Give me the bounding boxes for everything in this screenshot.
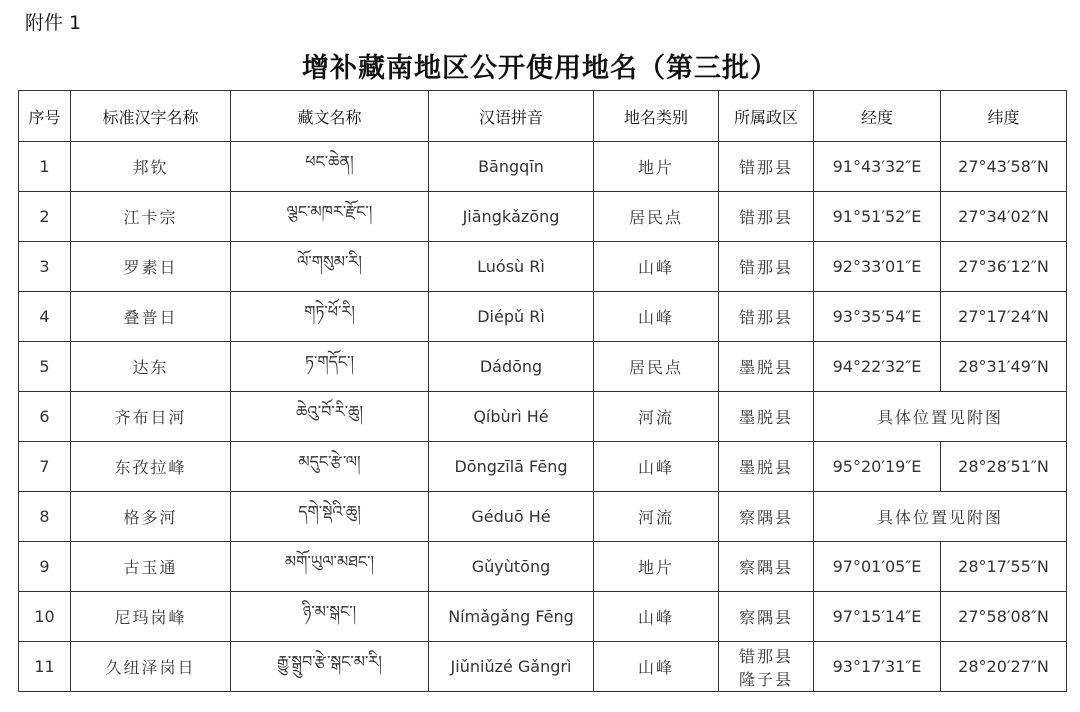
serial-number: 9 [19,542,71,592]
latitude: 27°17′24″N [941,292,1067,342]
place-type: 山峰 [594,242,719,292]
latitude: 28°31′49″N [941,342,1067,392]
header-chinese-name: 标准汉字名称 [71,91,231,142]
tibetan-name: ཏ་གདོང་། [231,342,429,392]
region: 墨脱县 [719,392,814,442]
tibetan-name: ཆེའུ་བོ་རི་ཆུ། [231,392,429,442]
pinyin: Diépǔ Rì [429,292,594,342]
region [719,642,814,692]
pinyin: Géduō Hé [429,492,594,542]
table-row [19,242,1067,292]
longitude: 95°20′19″E [814,442,941,492]
tibetan-name: ཕང་ཆེན། [231,142,429,192]
chinese-name: 齐布日河 [71,392,231,442]
longitude: 97°15′14″E [814,592,941,642]
pinyin: Dōngzīlā Fēng [429,442,594,492]
tibetan-name: རྒྱུ་སྒྲུབ་རྩེ་སྒང་མ་རི། [231,642,429,692]
chinese-name: 久纽泽岗日 [71,642,231,692]
chinese-name: 江卡宗 [71,192,231,242]
place-type: 地片 [594,142,719,192]
table-row [19,142,1067,192]
place-type: 山峰 [594,442,719,492]
latitude: 27°36′12″N [941,242,1067,292]
table-row [19,592,1067,642]
pinyin: Luósù Rì [429,242,594,292]
longitude: 93°17′31″E [814,642,941,692]
attachment-label: 附件 1 [25,12,82,34]
document-title: 增补藏南地区公开使用地名（第三批） [302,53,778,84]
pinyin: Gǔyùtōng [429,542,594,592]
tibetan-name: ལོ་གསུམ་རི། [231,242,429,292]
header-longitude: 经度 [814,91,941,142]
longitude: 97°01′05″E [814,542,941,592]
longitude: 92°33′01″E [814,242,941,292]
place-name-table [18,90,1067,692]
serial-number: 5 [19,342,71,392]
pinyin: Jiāngkǎzōng [429,192,594,242]
serial-number: 10 [19,592,71,642]
chinese-name: 东孜拉峰 [71,442,231,492]
region: 墨脱县 [719,442,814,492]
region: 错那县 [719,242,814,292]
region: 错那县 [719,292,814,342]
place-type: 居民点 [594,342,719,392]
header-region: 所属政区 [719,91,814,142]
tibetan-name: མདུང་རྩེ་ལ། [231,442,429,492]
table-row [19,392,1067,442]
place-type: 地片 [594,542,719,592]
region: 墨脱县 [719,342,814,392]
latitude: 28°20′27″N [941,642,1067,692]
region-line-2: 隆子县 [738,669,793,689]
header-place-type: 地名类别 [594,91,719,142]
location-note: 具体位置见附图 [814,492,1067,542]
chinese-name: 达东 [71,342,231,392]
header-latitude: 纬度 [941,91,1067,142]
pinyin: Dádōng [429,342,594,392]
table-row [19,442,1067,492]
serial-number: 3 [19,242,71,292]
chinese-name: 古玉通 [71,542,231,592]
serial-number: 8 [19,492,71,542]
table-row [19,342,1067,392]
tibetan-name: གཏེ་ཕོ་རི། [231,292,429,342]
pinyin: Nímǎgǎng Fēng [429,592,594,642]
pinyin: Bāngqīn [429,142,594,192]
table-row [19,542,1067,592]
tibetan-name: དགེ་སྡེའི་ཆུ། [231,492,429,542]
place-type: 河流 [594,392,719,442]
region-line-1: 错那县 [738,646,793,666]
location-note: 具体位置见附图 [814,392,1067,442]
latitude: 27°43′58″N [941,142,1067,192]
longitude: 91°43′32″E [814,142,941,192]
region: 错那县 [719,192,814,242]
header-row [19,91,1067,142]
table-row [19,492,1067,542]
tibetan-name: ལྕང་མཁར་རྫོང་། [231,192,429,242]
latitude: 28°17′55″N [941,542,1067,592]
region: 察隅县 [719,592,814,642]
pinyin: Jiǔniǔzé Gǎngrì [429,642,594,692]
chinese-name: 尼玛岗峰 [71,592,231,642]
tibetan-name: མགོ་ཡུལ་མཐང་། [231,542,429,592]
longitude: 91°51′52″E [814,192,941,242]
chinese-name: 邦钦 [71,142,231,192]
region: 错那县 [719,142,814,192]
header-pinyin: 汉语拼音 [429,91,594,142]
place-type: 居民点 [594,192,719,242]
chinese-name: 叠普日 [71,292,231,342]
serial-number: 6 [19,392,71,442]
longitude: 94°22′32″E [814,342,941,392]
latitude: 28°28′51″N [941,442,1067,492]
region: 察隅县 [719,542,814,592]
table-row [19,292,1067,342]
header-serial-number: 序号 [19,91,71,142]
place-type: 山峰 [594,592,719,642]
serial-number: 1 [19,142,71,192]
place-type: 山峰 [594,642,719,692]
longitude: 93°35′54″E [814,292,941,342]
serial-number: 11 [19,642,71,692]
latitude: 27°58′08″N [941,592,1067,642]
header-tibetan-name: 藏文名称 [231,91,429,142]
serial-number: 4 [19,292,71,342]
chinese-name: 罗素日 [71,242,231,292]
place-type: 山峰 [594,292,719,342]
pinyin: Qíbùrì Hé [429,392,594,442]
serial-number: 2 [19,192,71,242]
region: 察隅县 [719,492,814,542]
tibetan-name: ཉི་མ་སྒང་། [231,592,429,642]
table-row [19,192,1067,242]
chinese-name: 格多河 [71,492,231,542]
place-type: 河流 [594,492,719,542]
latitude: 27°34′02″N [941,192,1067,242]
serial-number: 7 [19,442,71,492]
table-row [19,642,1067,692]
